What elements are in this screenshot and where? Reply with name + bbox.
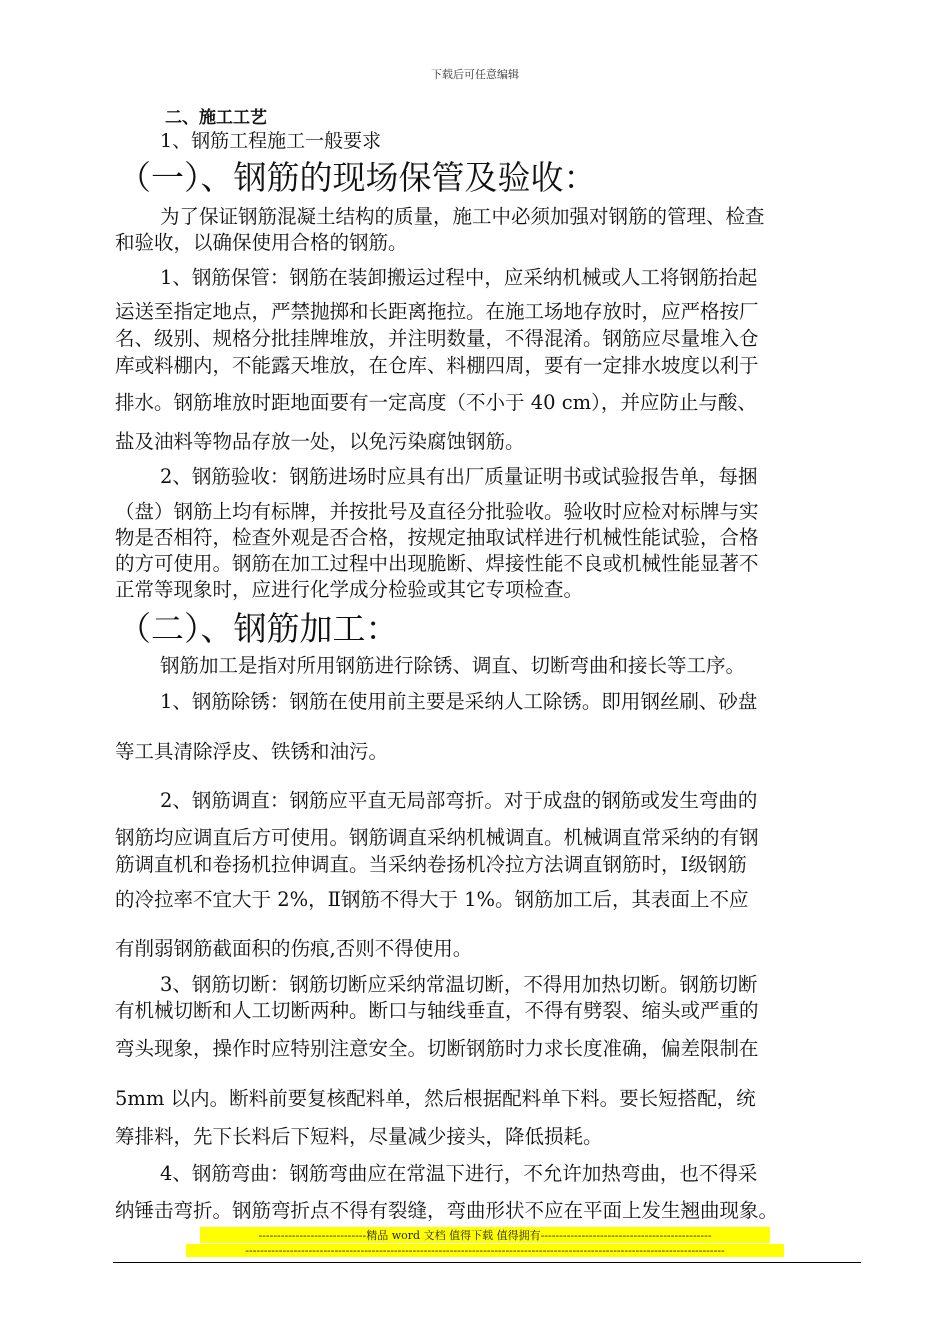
part2-line: 钢筋加工是指对所用钢筋进行除锈、调直、切断弯曲和接长等工序。 xyxy=(160,654,746,677)
part1-line: 盐及油料等物品存放一处，以免污染腐蚀钢筋。 xyxy=(115,430,525,453)
part1-line: 2、钢筋验收：钢筋进场时应具有出厂质量证明书或试验报告单，每捆 xyxy=(160,465,758,488)
part1-line: 1、钢筋保管：钢筋在装卸搬运过程中，应采纳机械或人工将钢筋抬起 xyxy=(160,266,758,289)
part2-line: 等工具清除浮皮、铁锈和油污。 xyxy=(115,740,389,763)
part1-line: 名、级别、规格分批挂牌堆放，并注明数量，不得混淆。钢筋应尽量堆入仓 xyxy=(115,327,759,350)
part2-line: 弯头现象，操作时应特别注意安全。切断钢筋时力求长度准确，偏差限制在 xyxy=(115,1037,759,1060)
part2-line: 筋调直机和卷扬机拉伸调直。当采纳卷扬机冷拉方法调直钢筋时，Ⅰ级钢筋 xyxy=(115,853,747,876)
part1-line: 正常等现象时，应进行化学成分检验或其它专项检查。 xyxy=(115,578,584,601)
part2-line: 筹排料，先下长料后下短料，尽量减少接头，降低损耗。 xyxy=(115,1125,603,1148)
part2-line: 1、钢筋除锈：钢筋在使用前主要是采纳人工除锈。即用钢丝刷、砂盘 xyxy=(160,690,758,713)
part1-line: 的方可使用。钢筋在加工过程中出现脆断、焊接性能不良或机械性能显著不 xyxy=(115,552,759,575)
part2-line: 的冷拉率不宜大于 2%，Ⅱ钢筋不得大于 1%。钢筋加工后，其表面上不应 xyxy=(115,888,749,911)
section-subtitle: 1、钢筋工程施工一般要求 xyxy=(160,130,382,152)
part2-line: 3、钢筋切断：钢筋切断应采纳常温切断，不得用加热切断。钢筋切断 xyxy=(160,973,758,996)
part2-line: 4、钢筋弯曲：钢筋弯曲应在常温下进行，不允许加热弯曲，也不得采 xyxy=(160,1162,758,1185)
part1-line: 为了保证钢筋混凝土结构的质量，施工中必须加强对钢筋的管理、检查 xyxy=(160,205,765,228)
part1-line: 库或料棚内，不能露天堆放，在仓库、料棚四周，要有一定排水坡度以利于 xyxy=(115,354,759,377)
part2-line: 2、钢筋调直：钢筋应平直无局部弯折。对于成盘的钢筋或发生弯曲的 xyxy=(160,789,758,812)
part2-heading: （二）、钢筋加工： xyxy=(118,609,399,648)
part2-line: 5mm 以内。断料前要复核配料单，然后根据配料单下料。要长短搭配，统 xyxy=(115,1087,756,1110)
part1-line: 排水。钢筋堆放时距地面要有一定高度（不小于 40 cm），并应防止与酸、 xyxy=(115,391,757,414)
footer-dash-line: --------------------------------------------------------------------------------------------------------------------------------- xyxy=(186,1244,784,1257)
part2-line: 有削弱钢筋截面积的伤痕,否则不得使用。 xyxy=(115,937,473,960)
footer-watermark: -----------------------------精品 word 文档 值得下载 值得拥有---------------------------------------------- xyxy=(200,1227,770,1243)
footer-divider xyxy=(113,1262,861,1263)
part1-line: （盘）钢筋上均有标牌，并按批号及直径分批验收。验收时应检对标牌与实 xyxy=(115,500,759,523)
page-header: 下载后可任意编辑 xyxy=(431,68,519,81)
part1-line: 运送至指定地点，严禁抛掷和长距离拖拉。在施工场地存放时，应严格按厂 xyxy=(115,300,759,323)
part1-line: 物是否相符，检查外观是否合格，按规定抽取试样进行机械性能试验，合格 xyxy=(115,526,759,549)
section-title: 二、施工工艺 xyxy=(165,108,267,128)
part1-heading: （一）、钢筋的现场保管及验收： xyxy=(118,158,597,197)
part1-line: 和验收，以确保使用合格的钢筋。 xyxy=(115,231,408,254)
part2-line: 有机械切断和人工切断两种。断口与轴线垂直，不得有劈裂、缩头或严重的 xyxy=(115,999,759,1022)
part2-line: 纳锤击弯折。钢筋弯折点不得有裂缝，弯曲形状不应在平面上发生翘曲现象。 xyxy=(115,1199,779,1222)
part2-line: 钢筋均应调直后方可使用。钢筋调直采纳机械调直。机械调直常采纳的有钢 xyxy=(115,826,759,849)
